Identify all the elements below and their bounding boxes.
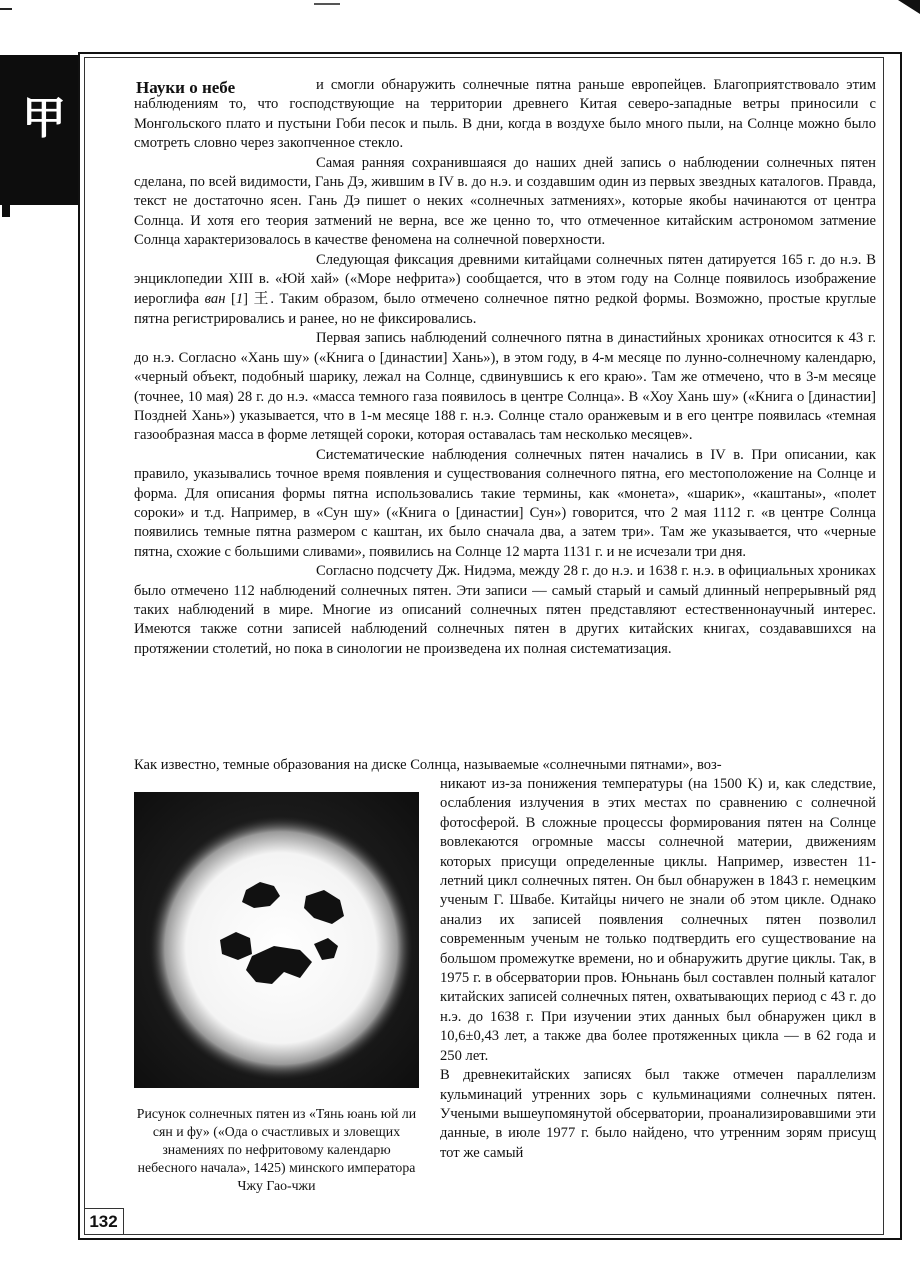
figure-caption: Рисунок солнечных пятен из «Тянь юань юй ли сян и фу» («Ода о счастливых и зловещих знамениях по нефритовому календарю небесного начала», 1425) минского императора Чжу Гао-чжи — [136, 1106, 417, 1193]
chapter-tab-stub — [2, 205, 10, 217]
body-text-right-column — [440, 775, 876, 1163]
paragraph-3: Следующая фиксация древними китайцами солнечных пятен датируется 165 г. до н.э. В энциклопедии XIII в. «Юй хай» («Море нефрита») сообщается, что в этом году на Солнце появилось изображение иероглифа ван [1] 王. Таким образом, было отмечено солнечное пятно редкой формы. Возможно, простые круглые пятна регистрировались и ранее, но не фиксировались. — [134, 251, 876, 327]
paragraph-5: Систематические наблюдения солнечных пятен начались в IV в. При описании, как правило, указывались точное время появления и существования солнечного пятна, его местоположение на Солнце и форма. Для описания формы пятна использовались такие термины, как «монета», «шарик», «каштаны», «полет сороки» и т.д. Например, в «Сун шу» («Книга о [династии] Сун») говорится, что 2 мая 1112 г. «в центре Солнца появились темные пятна размером с каштан, их было сначала два, а затем три». Там же указывается, что «черные пятна, схожие с большими сливами», появились на Солнце 12 марта 1131 г. и не исчезали три дня. — [134, 446, 876, 560]
top-rule-mark — [314, 3, 340, 5]
paragraph-8: В древнекитайских записях был также отмечен параллелизм кульминаций утренних зорь с кульминациями солнечных пятен. Учеными вышеупомянутой обсерватории, проанализировавшими эти данные, в июле 1977 г. было найдено, что утренним зорям присущ тот же самый — [440, 1067, 876, 1161]
reference-number: 1 — [235, 291, 244, 308]
page-number: 132 — [84, 1208, 124, 1234]
term-wang: ван — [204, 291, 226, 308]
sun-disk-image — [134, 792, 419, 1088]
chapter-tab-glyph: 甲 — [22, 93, 66, 144]
paragraph-4: Первая запись наблюдений солнечного пятна в династийных хрониках относится к 43 г. до н.э. Согласно «Хань шу» («Книга о [династии] Хань»), в этом году, в 4-м месяце по лунно-солнечному календарю, «черный объект, подобный шарику, лежал на Солнце, сдвинувшись к его краю». Там же отмечено, что в 3-м месяце (точнее, 10 мая) 28 г. до н.э. «масса темного газа появилось в центре Солнца». В «Хоу Хань шу» («Книга о [династии] Поздней Хань») указывается, что в 1-м месяце 188 г. н.э. Солнце стало оранжевым и в его центре появилась «темная газообразная масса в форме летящей сороки, которая оставалась там несколько месяцев». — [134, 330, 876, 444]
corner-mark — [898, 0, 920, 14]
hieroglyph-wang: 王 — [253, 289, 271, 308]
paragraph-7: никают из-за понижения температуры (на 1500 K) и, как следствие, ослабления излучения в этих местах по сравнению с солнечной фотосферой. В сложные процессы формирования пятен на Солнце вовлекаются огромные массы солнечной материи, движениям которых присущи определенные циклы. Например, известен 11-летний цикл солнечных пятен. Он был обнаружен в 1843 г. немецким ученым Г. Швабе. Китайцы ничего не знали об этом цикле. Однако анализ их записей появления солнечных пятен позволил современным ученым не только подтвердить его существование на большом промежутке времени, но и обнаружить другие циклы. Так, в 1975 г. в обсерватории пров. Юньнань был составлен полный каталог китайских записей солнечных пятен, охватывающих период с 43 г. до н.э. до 1638 г. При изучении этих данных был обнаружен цикл в 10,6±0,43 лет, а также два более протяженных цикла — в 62 года и 250 лет. — [440, 776, 876, 1064]
body-text — [134, 76, 876, 659]
paragraph-1: и смогли обнаружить солнечные пятна раньше европейцев. Благоприятствовало этим наблюдениям то, что господствующие на территории древнего Китая северо-западные ветры приносили с Монгольского плато и пустыни Гоби песок и пыль. В дни, когда в воздухе было много пыли, на Солнце можно было смотреть словно через закопченное стекло. — [134, 77, 876, 152]
paragraph-6: Согласно подсчету Дж. Нидэма, между 28 г. до н.э. и 1638 г. н.э. в официальных хрониках было отмечено 112 наблюдений солнечных пятен. Эти записи — самый старый и самый длинный непрерывный ряд таких наблюдений в мире. Многие из описаний солнечных пятен представляют естественнонаучный интерес. Имеются также сотни записей наблюдений солнечных пятен в других китайских книгах, создававшихся на протяжении столетий, но пока в синологии не произведена их полная систематизация. — [134, 563, 876, 657]
paragraph-7-first-line: Как известно, темные образования на диске Солнца, называемые «солнечными пятнами», воз- — [134, 757, 722, 773]
paragraph-2: Самая ранняя сохранившаяся до наших дней запись о наблюдении солнечных пятен сделана, по всей видимости, Гань Дэ, жившим в IV в. до н.э. и создавшим один из первых звездных каталогов. Правда, текст не достаточно ясен. Гань Дэ пишет о неких «солнечных затмениях», которые якобы начинаются от центра Солнца. И хотя его теория затмений не верна, все же ценно то, что отмеченное китайским астрономом затмение Солнца характеризовалось в качестве феномена на солнечной поверхности. — [134, 154, 876, 249]
sunspot-illustration — [134, 792, 419, 1088]
running-head: Науки о небе — [136, 78, 236, 97]
top-rule-mark — [0, 8, 12, 10]
